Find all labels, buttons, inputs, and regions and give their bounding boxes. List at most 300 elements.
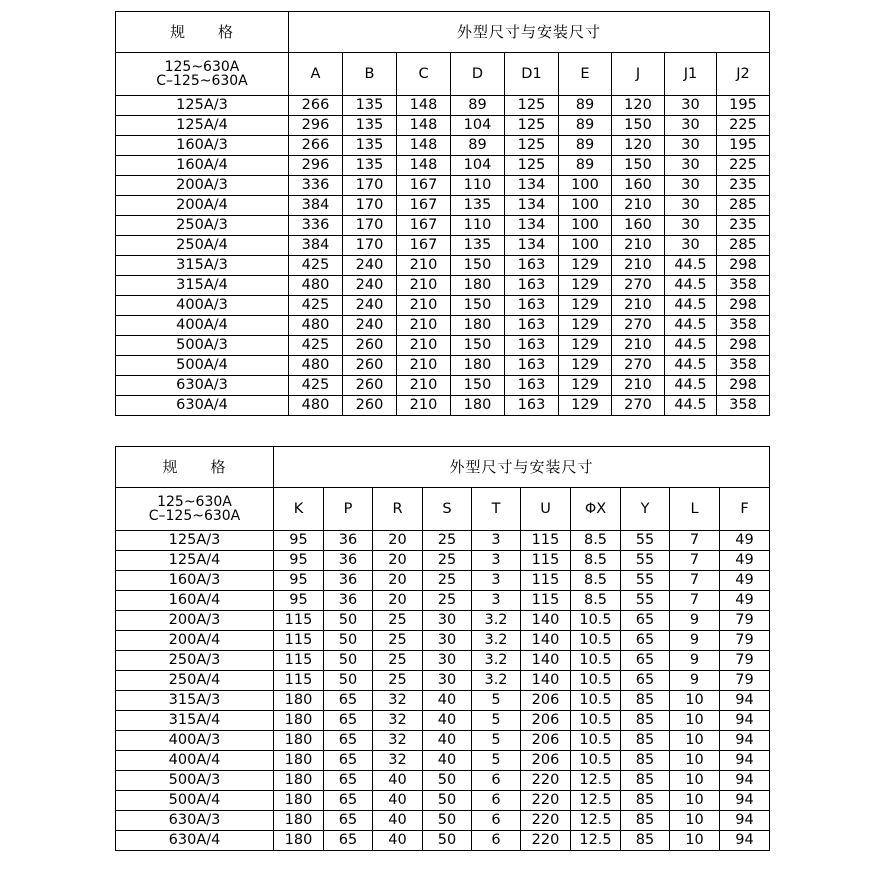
spec-cell: 125A/3 bbox=[116, 96, 289, 116]
value-cell: 10 bbox=[670, 711, 720, 731]
value-cell: 30 bbox=[665, 176, 717, 196]
value-cell: 50 bbox=[324, 651, 373, 671]
value-cell: 50 bbox=[423, 831, 472, 851]
value-cell: 5 bbox=[472, 751, 521, 771]
table-row bbox=[116, 611, 770, 631]
table-row bbox=[116, 831, 770, 851]
column-header: K bbox=[274, 488, 324, 531]
value-cell: 79 bbox=[720, 631, 770, 651]
value-cell: 30 bbox=[665, 236, 717, 256]
value-cell: 148 bbox=[397, 156, 451, 176]
value-cell: 220 bbox=[521, 771, 571, 791]
value-cell: 298 bbox=[717, 376, 770, 396]
value-cell: 65 bbox=[621, 631, 670, 651]
value-cell: 170 bbox=[343, 236, 397, 256]
table-row bbox=[116, 116, 770, 136]
table-2-body bbox=[116, 447, 770, 851]
value-cell: 125 bbox=[505, 96, 559, 116]
value-cell: 163 bbox=[505, 256, 559, 276]
value-cell: 30 bbox=[423, 671, 472, 691]
value-cell: 125 bbox=[505, 156, 559, 176]
value-cell: 129 bbox=[559, 356, 612, 376]
value-cell: 240 bbox=[343, 316, 397, 336]
value-cell: 100 bbox=[559, 216, 612, 236]
column-header: S bbox=[423, 488, 472, 531]
value-cell: 89 bbox=[451, 136, 505, 156]
column-header: D1 bbox=[505, 53, 559, 96]
value-cell: 65 bbox=[324, 731, 373, 751]
value-cell: 32 bbox=[373, 691, 423, 711]
value-cell: 10 bbox=[670, 691, 720, 711]
value-cell: 5 bbox=[472, 691, 521, 711]
value-cell: 30 bbox=[423, 611, 472, 631]
value-cell: 115 bbox=[274, 671, 324, 691]
spec-cell: 200A/3 bbox=[116, 176, 289, 196]
spec-cell: 250A/4 bbox=[116, 671, 274, 691]
value-cell: 270 bbox=[612, 316, 665, 336]
value-cell: 94 bbox=[720, 831, 770, 851]
value-cell: 298 bbox=[717, 336, 770, 356]
value-cell: 79 bbox=[720, 671, 770, 691]
table-row bbox=[116, 671, 770, 691]
value-cell: 180 bbox=[274, 751, 324, 771]
value-cell: 170 bbox=[343, 196, 397, 216]
value-cell: 12.5 bbox=[571, 811, 621, 831]
dimensions-table-1 bbox=[115, 11, 770, 416]
value-cell: 120 bbox=[612, 96, 665, 116]
value-cell: 220 bbox=[521, 791, 571, 811]
value-cell: 25 bbox=[373, 671, 423, 691]
value-cell: 89 bbox=[559, 156, 612, 176]
spec-cell: 125A/3 bbox=[116, 531, 274, 551]
column-header: F bbox=[720, 488, 770, 531]
value-cell: 10 bbox=[670, 771, 720, 791]
column-header: L bbox=[670, 488, 720, 531]
spec-label-line: 125~630A bbox=[157, 494, 232, 510]
value-cell: 296 bbox=[289, 156, 343, 176]
value-cell: 6 bbox=[472, 831, 521, 851]
value-cell: 336 bbox=[289, 176, 343, 196]
value-cell: 160 bbox=[612, 216, 665, 236]
value-cell: 150 bbox=[612, 156, 665, 176]
value-cell: 120 bbox=[612, 136, 665, 156]
value-cell: 85 bbox=[621, 751, 670, 771]
value-cell: 260 bbox=[343, 336, 397, 356]
value-cell: 44.5 bbox=[665, 376, 717, 396]
value-cell: 210 bbox=[397, 316, 451, 336]
value-cell: 160 bbox=[612, 176, 665, 196]
value-cell: 89 bbox=[559, 136, 612, 156]
value-cell: 89 bbox=[559, 116, 612, 136]
value-cell: 50 bbox=[324, 671, 373, 691]
value-cell: 95 bbox=[274, 591, 324, 611]
table-row bbox=[116, 296, 770, 316]
value-cell: 9 bbox=[670, 671, 720, 691]
value-cell: 210 bbox=[612, 196, 665, 216]
value-cell: 115 bbox=[521, 551, 571, 571]
value-cell: 298 bbox=[717, 296, 770, 316]
spec-cell: 315A/3 bbox=[116, 256, 289, 276]
value-cell: 85 bbox=[621, 771, 670, 791]
value-cell: 135 bbox=[343, 156, 397, 176]
table-row bbox=[116, 631, 770, 651]
spec-cell: 400A/3 bbox=[116, 296, 289, 316]
spec-cell: 315A/4 bbox=[116, 711, 274, 731]
table-row bbox=[116, 276, 770, 296]
column-header: U bbox=[521, 488, 571, 531]
value-cell: 110 bbox=[451, 216, 505, 236]
value-cell: 150 bbox=[451, 256, 505, 276]
value-cell: 12.5 bbox=[571, 791, 621, 811]
value-cell: 30 bbox=[665, 196, 717, 216]
spec-cell: 160A/4 bbox=[116, 591, 274, 611]
value-cell: 135 bbox=[343, 96, 397, 116]
value-cell: 10 bbox=[670, 831, 720, 851]
spec-cell: 400A/4 bbox=[116, 316, 289, 336]
value-cell: 180 bbox=[274, 771, 324, 791]
spec-cell: 500A/4 bbox=[116, 356, 289, 376]
spec-cell: 400A/4 bbox=[116, 751, 274, 771]
table-row bbox=[116, 571, 770, 591]
value-cell: 12.5 bbox=[571, 771, 621, 791]
value-cell: 210 bbox=[397, 356, 451, 376]
value-cell: 425 bbox=[289, 256, 343, 276]
value-cell: 40 bbox=[423, 711, 472, 731]
value-cell: 10 bbox=[670, 751, 720, 771]
value-cell: 384 bbox=[289, 236, 343, 256]
value-cell: 195 bbox=[717, 96, 770, 116]
value-cell: 44.5 bbox=[665, 276, 717, 296]
value-cell: 40 bbox=[373, 791, 423, 811]
value-cell: 65 bbox=[324, 831, 373, 851]
value-cell: 129 bbox=[559, 316, 612, 336]
table-1-header-row-1 bbox=[116, 12, 770, 53]
value-cell: 89 bbox=[451, 96, 505, 116]
value-cell: 44.5 bbox=[665, 316, 717, 336]
spec-cell: 630A/4 bbox=[116, 831, 274, 851]
value-cell: 79 bbox=[720, 611, 770, 631]
value-cell: 285 bbox=[717, 196, 770, 216]
value-cell: 40 bbox=[373, 771, 423, 791]
value-cell: 8.5 bbox=[571, 551, 621, 571]
value-cell: 140 bbox=[521, 671, 571, 691]
value-cell: 10.5 bbox=[571, 651, 621, 671]
table-row bbox=[116, 771, 770, 791]
value-cell: 49 bbox=[720, 571, 770, 591]
table-row bbox=[116, 336, 770, 356]
value-cell: 235 bbox=[717, 176, 770, 196]
value-cell: 10 bbox=[670, 791, 720, 811]
value-cell: 235 bbox=[717, 216, 770, 236]
table-row bbox=[116, 811, 770, 831]
spec-cell: 125A/4 bbox=[116, 116, 289, 136]
value-cell: 20 bbox=[373, 531, 423, 551]
value-cell: 180 bbox=[451, 356, 505, 376]
value-cell: 94 bbox=[720, 731, 770, 751]
value-cell: 65 bbox=[324, 791, 373, 811]
table-row bbox=[116, 651, 770, 671]
spec-cell: 125A/4 bbox=[116, 551, 274, 571]
value-cell: 129 bbox=[559, 376, 612, 396]
value-cell: 50 bbox=[324, 631, 373, 651]
value-cell: 180 bbox=[274, 711, 324, 731]
value-cell: 10.5 bbox=[571, 731, 621, 751]
value-cell: 167 bbox=[397, 176, 451, 196]
value-cell: 180 bbox=[274, 831, 324, 851]
value-cell: 298 bbox=[717, 256, 770, 276]
column-header: A bbox=[289, 53, 343, 96]
spec-label-cell bbox=[116, 53, 289, 96]
value-cell: 140 bbox=[521, 631, 571, 651]
value-cell: 6 bbox=[472, 811, 521, 831]
column-header: J2 bbox=[717, 53, 770, 96]
spec-cell: 630A/3 bbox=[116, 376, 289, 396]
value-cell: 206 bbox=[521, 711, 571, 731]
value-cell: 210 bbox=[397, 296, 451, 316]
value-cell: 135 bbox=[451, 196, 505, 216]
value-cell: 95 bbox=[274, 531, 324, 551]
value-cell: 95 bbox=[274, 551, 324, 571]
value-cell: 180 bbox=[274, 811, 324, 831]
value-cell: 163 bbox=[505, 336, 559, 356]
value-cell: 40 bbox=[373, 811, 423, 831]
value-cell: 384 bbox=[289, 196, 343, 216]
value-cell: 167 bbox=[397, 216, 451, 236]
table-row bbox=[116, 376, 770, 396]
value-cell: 220 bbox=[521, 831, 571, 851]
value-cell: 94 bbox=[720, 771, 770, 791]
value-cell: 260 bbox=[343, 396, 397, 416]
value-cell: 9 bbox=[670, 631, 720, 651]
value-cell: 95 bbox=[274, 571, 324, 591]
value-cell: 20 bbox=[373, 551, 423, 571]
table-row bbox=[116, 256, 770, 276]
value-cell: 25 bbox=[423, 551, 472, 571]
value-cell: 129 bbox=[559, 296, 612, 316]
spec-label-line: C–125~630A bbox=[156, 73, 248, 89]
value-cell: 44.5 bbox=[665, 356, 717, 376]
value-cell: 115 bbox=[521, 531, 571, 551]
value-cell: 135 bbox=[343, 116, 397, 136]
value-cell: 210 bbox=[397, 376, 451, 396]
value-cell: 170 bbox=[343, 176, 397, 196]
value-cell: 210 bbox=[612, 296, 665, 316]
value-cell: 30 bbox=[665, 136, 717, 156]
spec-cell: 200A/3 bbox=[116, 611, 274, 631]
value-cell: 206 bbox=[521, 691, 571, 711]
value-cell: 358 bbox=[717, 396, 770, 416]
value-cell: 10.5 bbox=[571, 611, 621, 631]
table-2-header-row-1 bbox=[116, 447, 770, 488]
value-cell: 110 bbox=[451, 176, 505, 196]
value-cell: 5 bbox=[472, 711, 521, 731]
value-cell: 425 bbox=[289, 336, 343, 356]
value-cell: 425 bbox=[289, 376, 343, 396]
value-cell: 260 bbox=[343, 356, 397, 376]
value-cell: 210 bbox=[397, 276, 451, 296]
value-cell: 134 bbox=[505, 196, 559, 216]
spec-cell: 500A/3 bbox=[116, 771, 274, 791]
value-cell: 163 bbox=[505, 276, 559, 296]
value-cell: 296 bbox=[289, 116, 343, 136]
value-cell: 358 bbox=[717, 276, 770, 296]
value-cell: 225 bbox=[717, 116, 770, 136]
value-cell: 260 bbox=[343, 376, 397, 396]
value-cell: 225 bbox=[717, 156, 770, 176]
value-cell: 65 bbox=[621, 651, 670, 671]
table-row bbox=[116, 531, 770, 551]
group-header: 外型尺寸与安装尺寸 bbox=[289, 12, 770, 53]
value-cell: 134 bbox=[505, 216, 559, 236]
spec-cell: 250A/3 bbox=[116, 651, 274, 671]
value-cell: 20 bbox=[373, 571, 423, 591]
column-header: T bbox=[472, 488, 521, 531]
value-cell: 210 bbox=[612, 336, 665, 356]
value-cell: 210 bbox=[612, 256, 665, 276]
value-cell: 3.2 bbox=[472, 631, 521, 651]
value-cell: 195 bbox=[717, 136, 770, 156]
column-header: P bbox=[324, 488, 373, 531]
value-cell: 115 bbox=[274, 651, 324, 671]
value-cell: 65 bbox=[324, 811, 373, 831]
value-cell: 85 bbox=[621, 691, 670, 711]
value-cell: 85 bbox=[621, 731, 670, 751]
value-cell: 480 bbox=[289, 396, 343, 416]
value-cell: 8.5 bbox=[571, 531, 621, 551]
value-cell: 79 bbox=[720, 651, 770, 671]
table-row bbox=[116, 791, 770, 811]
table-2-header-row-2 bbox=[116, 488, 770, 531]
spec-label-line: C–125~630A bbox=[148, 508, 241, 524]
value-cell: 25 bbox=[373, 631, 423, 651]
group-header: 外型尺寸与安装尺寸 bbox=[274, 447, 770, 488]
value-cell: 3.2 bbox=[472, 611, 521, 631]
dimensions-table-2 bbox=[115, 446, 770, 851]
value-cell: 100 bbox=[559, 196, 612, 216]
value-cell: 30 bbox=[423, 631, 472, 651]
table-row bbox=[116, 591, 770, 611]
table-row bbox=[116, 751, 770, 771]
spec-cell: 630A/3 bbox=[116, 811, 274, 831]
value-cell: 40 bbox=[423, 751, 472, 771]
value-cell: 25 bbox=[423, 591, 472, 611]
value-cell: 210 bbox=[397, 256, 451, 276]
value-cell: 180 bbox=[274, 731, 324, 751]
value-cell: 36 bbox=[324, 531, 373, 551]
value-cell: 3 bbox=[472, 591, 521, 611]
value-cell: 135 bbox=[343, 136, 397, 156]
value-cell: 50 bbox=[324, 611, 373, 631]
column-header: J bbox=[612, 53, 665, 96]
value-cell: 210 bbox=[612, 236, 665, 256]
table-row bbox=[116, 216, 770, 236]
spec-cell: 315A/3 bbox=[116, 691, 274, 711]
table-row bbox=[116, 356, 770, 376]
value-cell: 50 bbox=[423, 771, 472, 791]
table-row bbox=[116, 136, 770, 156]
value-cell: 210 bbox=[397, 396, 451, 416]
value-cell: 480 bbox=[289, 276, 343, 296]
value-cell: 6 bbox=[472, 771, 521, 791]
value-cell: 20 bbox=[373, 591, 423, 611]
spec-cell: 500A/3 bbox=[116, 336, 289, 356]
value-cell: 150 bbox=[451, 336, 505, 356]
value-cell: 480 bbox=[289, 356, 343, 376]
value-cell: 240 bbox=[343, 276, 397, 296]
value-cell: 163 bbox=[505, 396, 559, 416]
value-cell: 115 bbox=[274, 611, 324, 631]
value-cell: 36 bbox=[324, 591, 373, 611]
value-cell: 85 bbox=[621, 831, 670, 851]
spec-cell: 200A/4 bbox=[116, 631, 274, 651]
value-cell: 3 bbox=[472, 551, 521, 571]
value-cell: 30 bbox=[665, 96, 717, 116]
value-cell: 129 bbox=[559, 256, 612, 276]
spec-label-cell bbox=[116, 488, 274, 531]
column-header: R bbox=[373, 488, 423, 531]
value-cell: 285 bbox=[717, 236, 770, 256]
value-cell: 44.5 bbox=[665, 336, 717, 356]
value-cell: 150 bbox=[612, 116, 665, 136]
value-cell: 49 bbox=[720, 591, 770, 611]
table-row bbox=[116, 156, 770, 176]
column-header: D bbox=[451, 53, 505, 96]
spec-cell: 250A/4 bbox=[116, 236, 289, 256]
value-cell: 7 bbox=[670, 571, 720, 591]
value-cell: 65 bbox=[324, 771, 373, 791]
value-cell: 100 bbox=[559, 176, 612, 196]
value-cell: 100 bbox=[559, 236, 612, 256]
value-cell: 10.5 bbox=[571, 711, 621, 731]
spec-cell: 160A/4 bbox=[116, 156, 289, 176]
spec-cell: 160A/3 bbox=[116, 136, 289, 156]
value-cell: 210 bbox=[397, 336, 451, 356]
value-cell: 5 bbox=[472, 731, 521, 751]
table-row bbox=[116, 176, 770, 196]
value-cell: 10 bbox=[670, 731, 720, 751]
value-cell: 140 bbox=[521, 611, 571, 631]
value-cell: 32 bbox=[373, 751, 423, 771]
value-cell: 148 bbox=[397, 136, 451, 156]
value-cell: 358 bbox=[717, 316, 770, 336]
table-row bbox=[116, 96, 770, 116]
spec-cell: 160A/3 bbox=[116, 571, 274, 591]
value-cell: 180 bbox=[451, 276, 505, 296]
value-cell: 134 bbox=[505, 236, 559, 256]
column-header: Y bbox=[621, 488, 670, 531]
value-cell: 135 bbox=[451, 236, 505, 256]
value-cell: 240 bbox=[343, 256, 397, 276]
value-cell: 36 bbox=[324, 551, 373, 571]
value-cell: 10.5 bbox=[571, 751, 621, 771]
spec-cell: 630A/4 bbox=[116, 396, 289, 416]
value-cell: 206 bbox=[521, 751, 571, 771]
value-cell: 129 bbox=[559, 396, 612, 416]
value-cell: 55 bbox=[621, 571, 670, 591]
table-row bbox=[116, 551, 770, 571]
value-cell: 30 bbox=[665, 156, 717, 176]
table-row bbox=[116, 691, 770, 711]
value-cell: 94 bbox=[720, 791, 770, 811]
value-cell: 65 bbox=[621, 611, 670, 631]
spec-cell: 200A/4 bbox=[116, 196, 289, 216]
value-cell: 7 bbox=[670, 591, 720, 611]
table-row bbox=[116, 396, 770, 416]
value-cell: 3.2 bbox=[472, 651, 521, 671]
table-row bbox=[116, 711, 770, 731]
value-cell: 170 bbox=[343, 216, 397, 236]
value-cell: 104 bbox=[451, 156, 505, 176]
